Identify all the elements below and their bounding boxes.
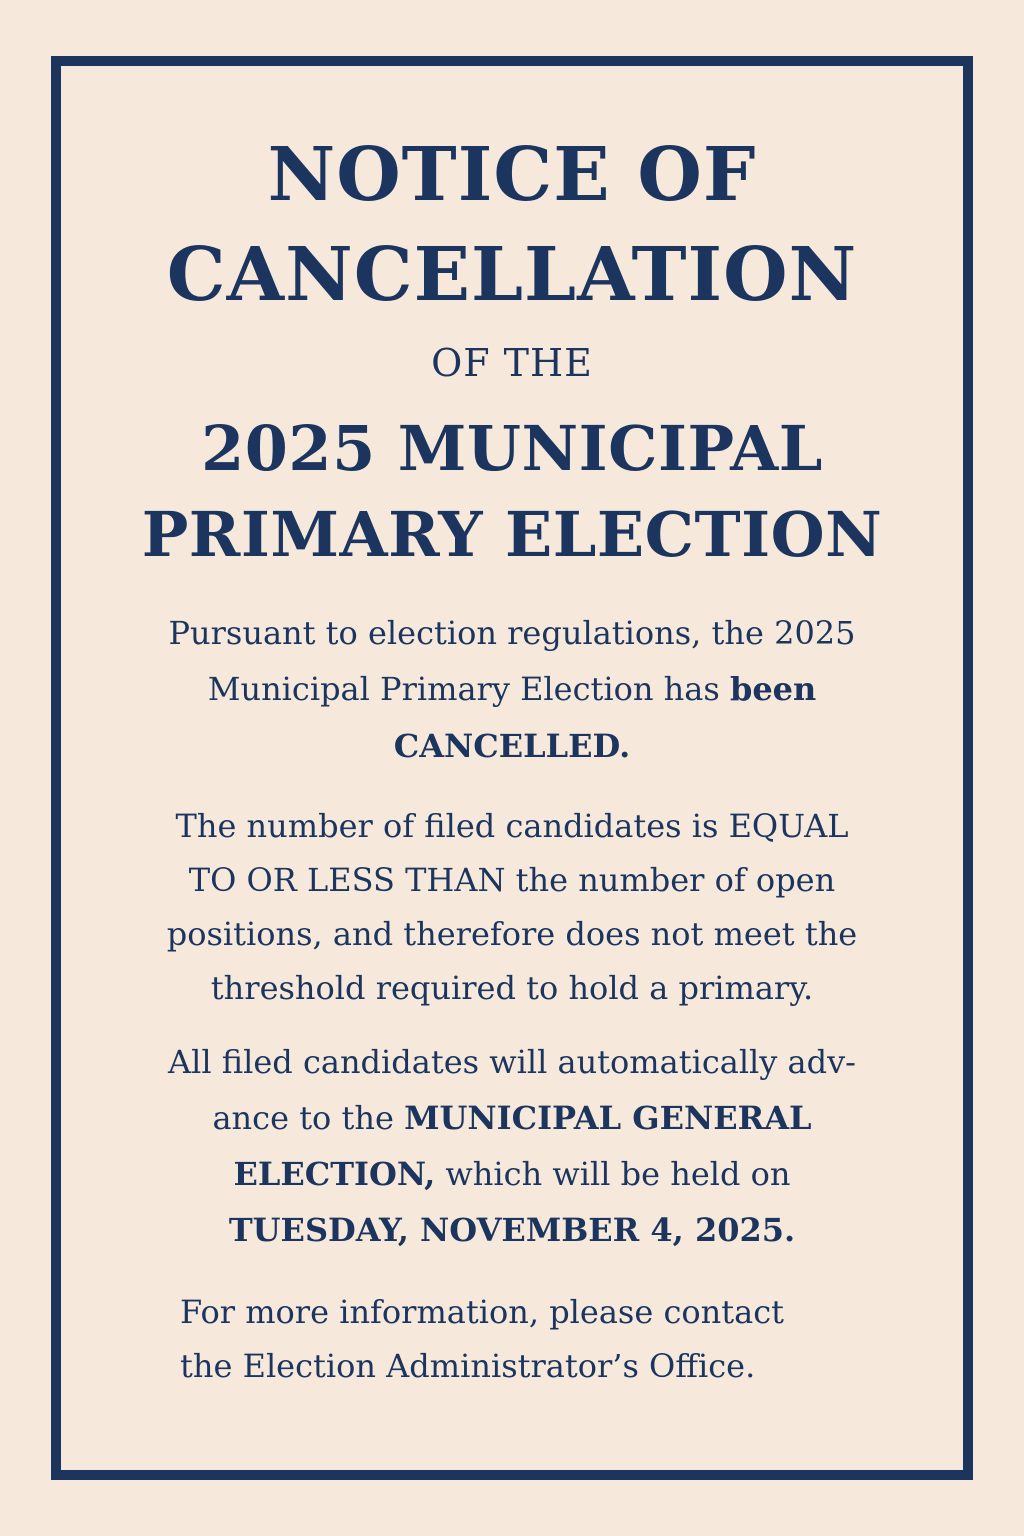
title-cancellation: CANCELLATION [166, 232, 858, 318]
para3-line1: All filed candidates will automatically adv- [168, 1043, 856, 1081]
para4-line1: For more information, please contact [180, 1293, 784, 1331]
para3-line2-text: ance to the [212, 1099, 394, 1137]
title-of-the: OF THE [431, 341, 593, 385]
election-label: ELECTION, [233, 1155, 436, 1193]
para3-line3-text: which will be held on [445, 1155, 791, 1193]
general-election-label: MUNICIPAL GENERAL [404, 1099, 812, 1137]
title-primary-election: PRIMARY ELECTION [141, 498, 883, 571]
para1-line2-text: Municipal Primary Election has [207, 670, 720, 708]
para1-line1: Pursuant to election regulations, the 2025 [168, 614, 856, 652]
para1-line2 [0, 670, 1024, 708]
para3-line3 [0, 1155, 1024, 1193]
para3-line2 [0, 1099, 1024, 1137]
para1-line3 [0, 727, 1024, 765]
election-date: TUESDAY, NOVEMBER 4, 2025. [228, 1211, 796, 1249]
para2-line1: The number of filed candidates is EQUAL [175, 807, 849, 845]
title-notice-of: NOTICE OF [267, 132, 757, 218]
para2-line2: TO OR LESS THAN the number of open [188, 861, 836, 899]
title-2025-municipal: 2025 MUNICIPAL [201, 412, 823, 485]
cancelled-label: CANCELLED. [393, 727, 631, 765]
para4-line2: the Election Administrator’s Office. [180, 1347, 756, 1385]
para3-line4 [0, 1211, 1024, 1249]
para1-line2-bold: been [729, 670, 817, 708]
para2-line4: threshold required to hold a primary. [210, 969, 814, 1007]
para2-line3: positions, and therefore does not meet the [166, 915, 858, 953]
